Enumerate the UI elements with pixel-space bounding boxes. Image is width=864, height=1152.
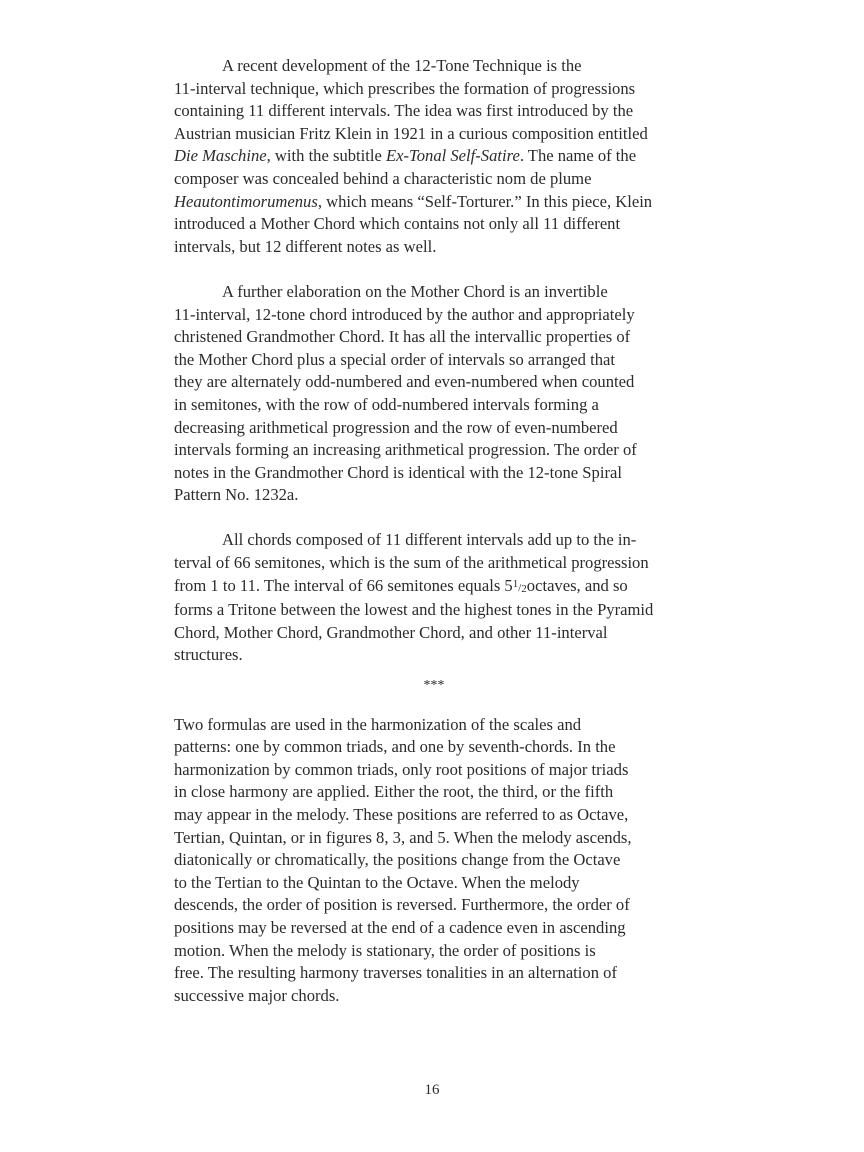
text-fragment: octaves, and so [526,575,628,595]
composition-title: Die Maschine [174,146,267,166]
section-separator: *** [423,678,445,694]
text-fragment: . The name of the [519,146,637,166]
page-body [174,55,694,1007]
text-line: intervals, but 12 different notes as well. [174,236,437,256]
text-line: Austrian musician Fritz Klein in 1921 in a curious composition entitled [174,123,648,143]
text-line: harmonization by common triads, only root positions of major triads [174,759,629,779]
text-line: Tertian, Quintan, or in figures 8, 3, and 5. When the melody ascends, [174,827,632,847]
text-line: A recent development of the 12-Tone Technique is the [222,56,582,75]
text-line: patterns: one by common triads, and one by seventh-chords. In the [174,737,616,757]
text-line: in close harmony are applied. Either the root, the third, or the fifth [174,782,614,802]
text-line: intervals forming an increasing arithmetical progression. The order of [174,440,637,460]
paragraph-4 [174,714,694,1008]
pseudonym: Heautontimorumenus [174,191,318,211]
text-line: positions may be reversed at the end of a cadence even in ascending [174,917,626,937]
text-line: Two formulas are used in the harmonization of the scales and [174,714,582,734]
text-line [174,575,694,600]
text-line: successive major chords. [174,985,340,1005]
paragraph-3 [174,529,694,667]
text-line: structures. [174,645,243,665]
text-fragment: from 1 to 11. The interval of 66 semitones equals 5 [174,575,513,595]
text-line [174,191,694,214]
fraction-one-half: 1/2 [512,577,527,595]
text-line: free. The resulting harmony traverses tonalities in an alternation of [174,963,617,983]
text-line: 11-interval, 12-tone chord introduced by the author and appropriately [174,304,635,324]
text-line: Pattern No. 1232a. [174,485,299,505]
text-line: christened Grandmother Chord. It has all the intervallic properties of [174,327,631,347]
composition-subtitle: Ex-Tonal Self-Satire [386,146,520,166]
text-line: terval of 66 semitones, which is the sum of the arithmetical progression [174,553,649,573]
text-fragment: , with the subtitle [266,146,386,166]
text-line: composer was concealed behind a characteristic nom de plume [174,168,592,188]
page-number: 16 [424,1082,440,1098]
text-line: containing 11 different intervals. The idea was first introduced by the [174,101,634,121]
text-line: the Mother Chord plus a special order of intervals so arranged that [174,349,615,369]
text-line: may appear in the melody. These positions are referred to as Octave, [174,805,629,824]
text-line: introduced a Mother Chord which contains not only all 11 different [174,214,621,234]
text-line: All chords composed of 11 different intervals add up to the in- [222,530,637,550]
text-line [174,145,694,168]
text-line: motion. When the melody is stationary, the order of positions is [174,940,596,960]
text-line: Chord, Mother Chord, Grandmother Chord, and other 11-interval [174,622,608,642]
text-line: decreasing arithmetical progression and the row of even-numbered [174,417,618,437]
text-line: they are alternately odd-numbered and even-numbered when counted [174,372,635,392]
text-line: 11-interval technique, which prescribes the formation of progressions [174,78,636,98]
text-fragment: , which means “Self-Torturer.” In this piece, Klein [317,191,653,211]
text-line: A further elaboration on the Mother Chord is an invertible [222,281,608,301]
text-line: diatonically or chromatically, the positions change from the Octave [174,850,621,870]
text-line: notes in the Grandmother Chord is identical with the 12-tone Spiral [174,462,622,482]
paragraph-1 [174,55,694,258]
text-line: descends, the order of position is reversed. Furthermore, the order of [174,895,630,915]
text-line: to the Tertian to the Quintan to the Octave. When the melody [174,872,580,892]
text-line: forms a Tritone between the lowest and the highest tones in the Pyramid [174,600,654,620]
text-line: in semitones, with the row of odd-numbered intervals forming a [174,394,599,414]
paragraph-2 [174,281,694,507]
